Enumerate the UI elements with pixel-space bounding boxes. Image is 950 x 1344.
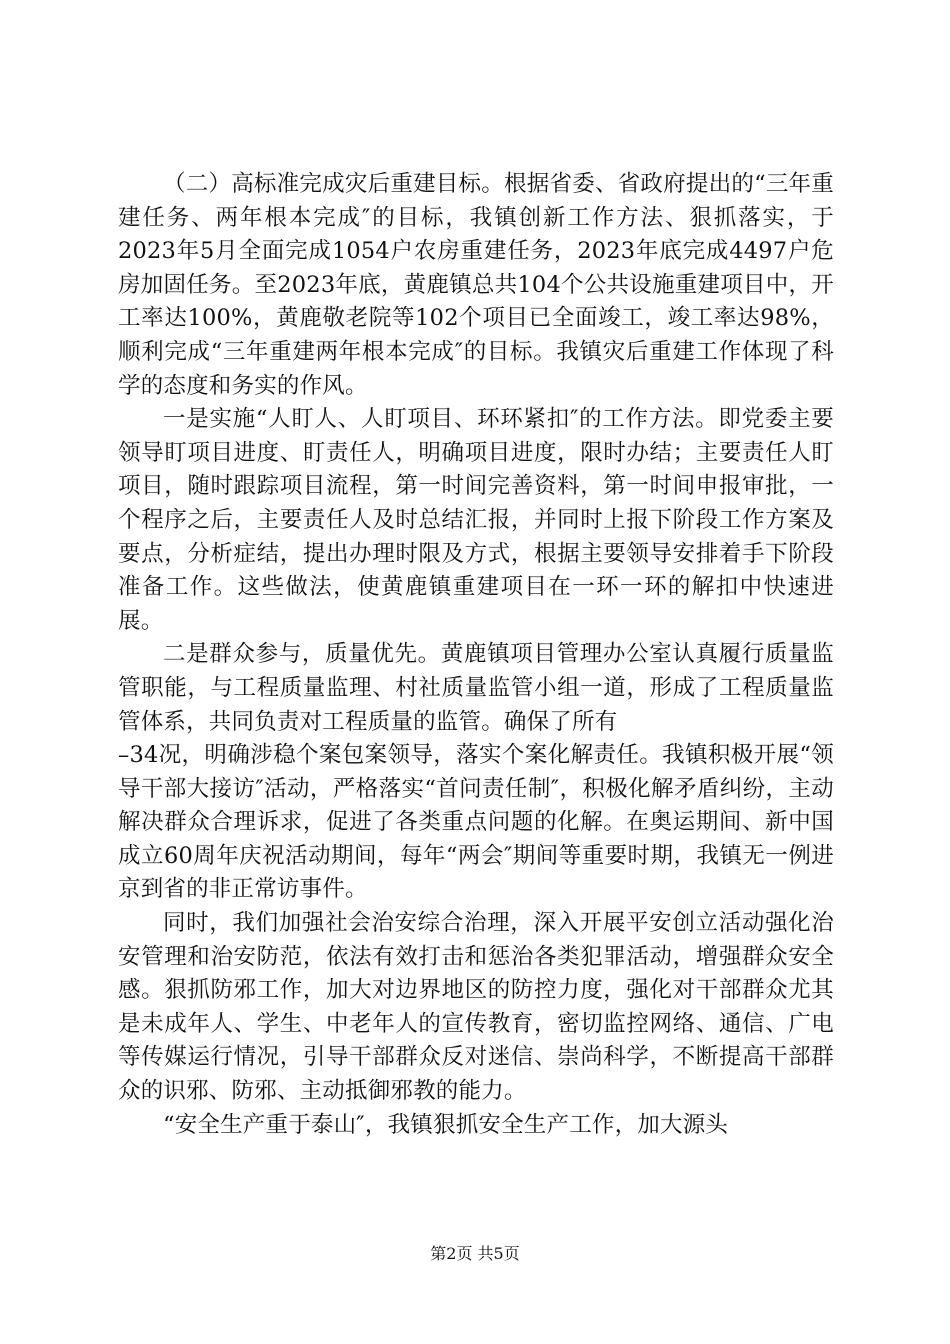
paragraph-work-method: 一是实施“人盯人、人盯项目、环环紧扣″的工作方法。即党委主要领导盯项目进度、盯责任人，明确项目进度，限时办结；主要责任人盯项目，随时跟踪项目流程，第一时间完善资料，第一时间申报审批，一个程序之后，主要责任人及时总结汇报，并同时上报下阶段工作方案及要点，分析症结，提出办理时限及方式，根据主要领导安排着手下阶段准备工作。这些做法，使黄鹿镇重建项目在一环一环的解扣中快速进展。: [118, 406, 834, 634]
paragraph-safety-production: “安全生产重于泰山″，我镇狠抓安全生产工作，加大源头: [163, 1111, 729, 1138]
paragraph-reconstruction-goal: （二）高标准完成灾后重建目标。根据省委、省政府提出的“三年重建任务、两年根本完成″的目标，我镇创新工作方法、狠抓落实，于2023年5月全面完成1054户农房重建任务，2023年底完成4497户危房加固任务。至2023年底，黄鹿镇总共104个公共设施重建项目中，开工率达100%，黄鹿敬老院等102个项目已全面竣工，竣工率达98%，顺利完成“三年重建两年根本完成″的目标。我镇灾后重建工作体现了科学的态度和务实的作风。: [118, 171, 834, 399]
paragraph-public-security: 同时，我们加强社会治安综合治理，深入开展平安创立活动强化治安管理和治安防范，依法有效打击和惩治各类犯罪活动，增强群众安全感。狠抓防邪工作，加大对边界地区的防控力度，强化对干部群众尤其是未成年人、学生、中老年人的宣传教育，密切监控网络、通信、广电等传媒运行情况，引导干部群众反对迷信、崇尚科学，不断提高干部群众的识邪、防邪、主动抵御邪教的能力。: [118, 910, 834, 1105]
page-number-footer: 第2页 共5页: [430, 1244, 520, 1263]
paragraph-stability-cases: –34况，明确涉稳个案包案领导，落实个案化解责任。我镇积极开展“领导干部大接访″活动，严格落实“首问责任制″，积极化解矛盾纠纷，主动解决群众合理诉求，促进了各类重点问题的化解。在奥运期间、新中国成立60周年庆祝活动期间，每年“两会″期间等重要时期，我镇无一例进京到省的非正常访事件。: [118, 742, 834, 903]
paragraph-quality-first: 二是群众参与，质量优先。黄鹿镇项目管理办公室认真履行质量监管职能，与工程质量监理、村社质量监管小组一道，形成了工程质量监管体系，共同负责对工程质量的监管。确保了所有: [118, 641, 834, 735]
document-body: [118, 168, 834, 1142]
